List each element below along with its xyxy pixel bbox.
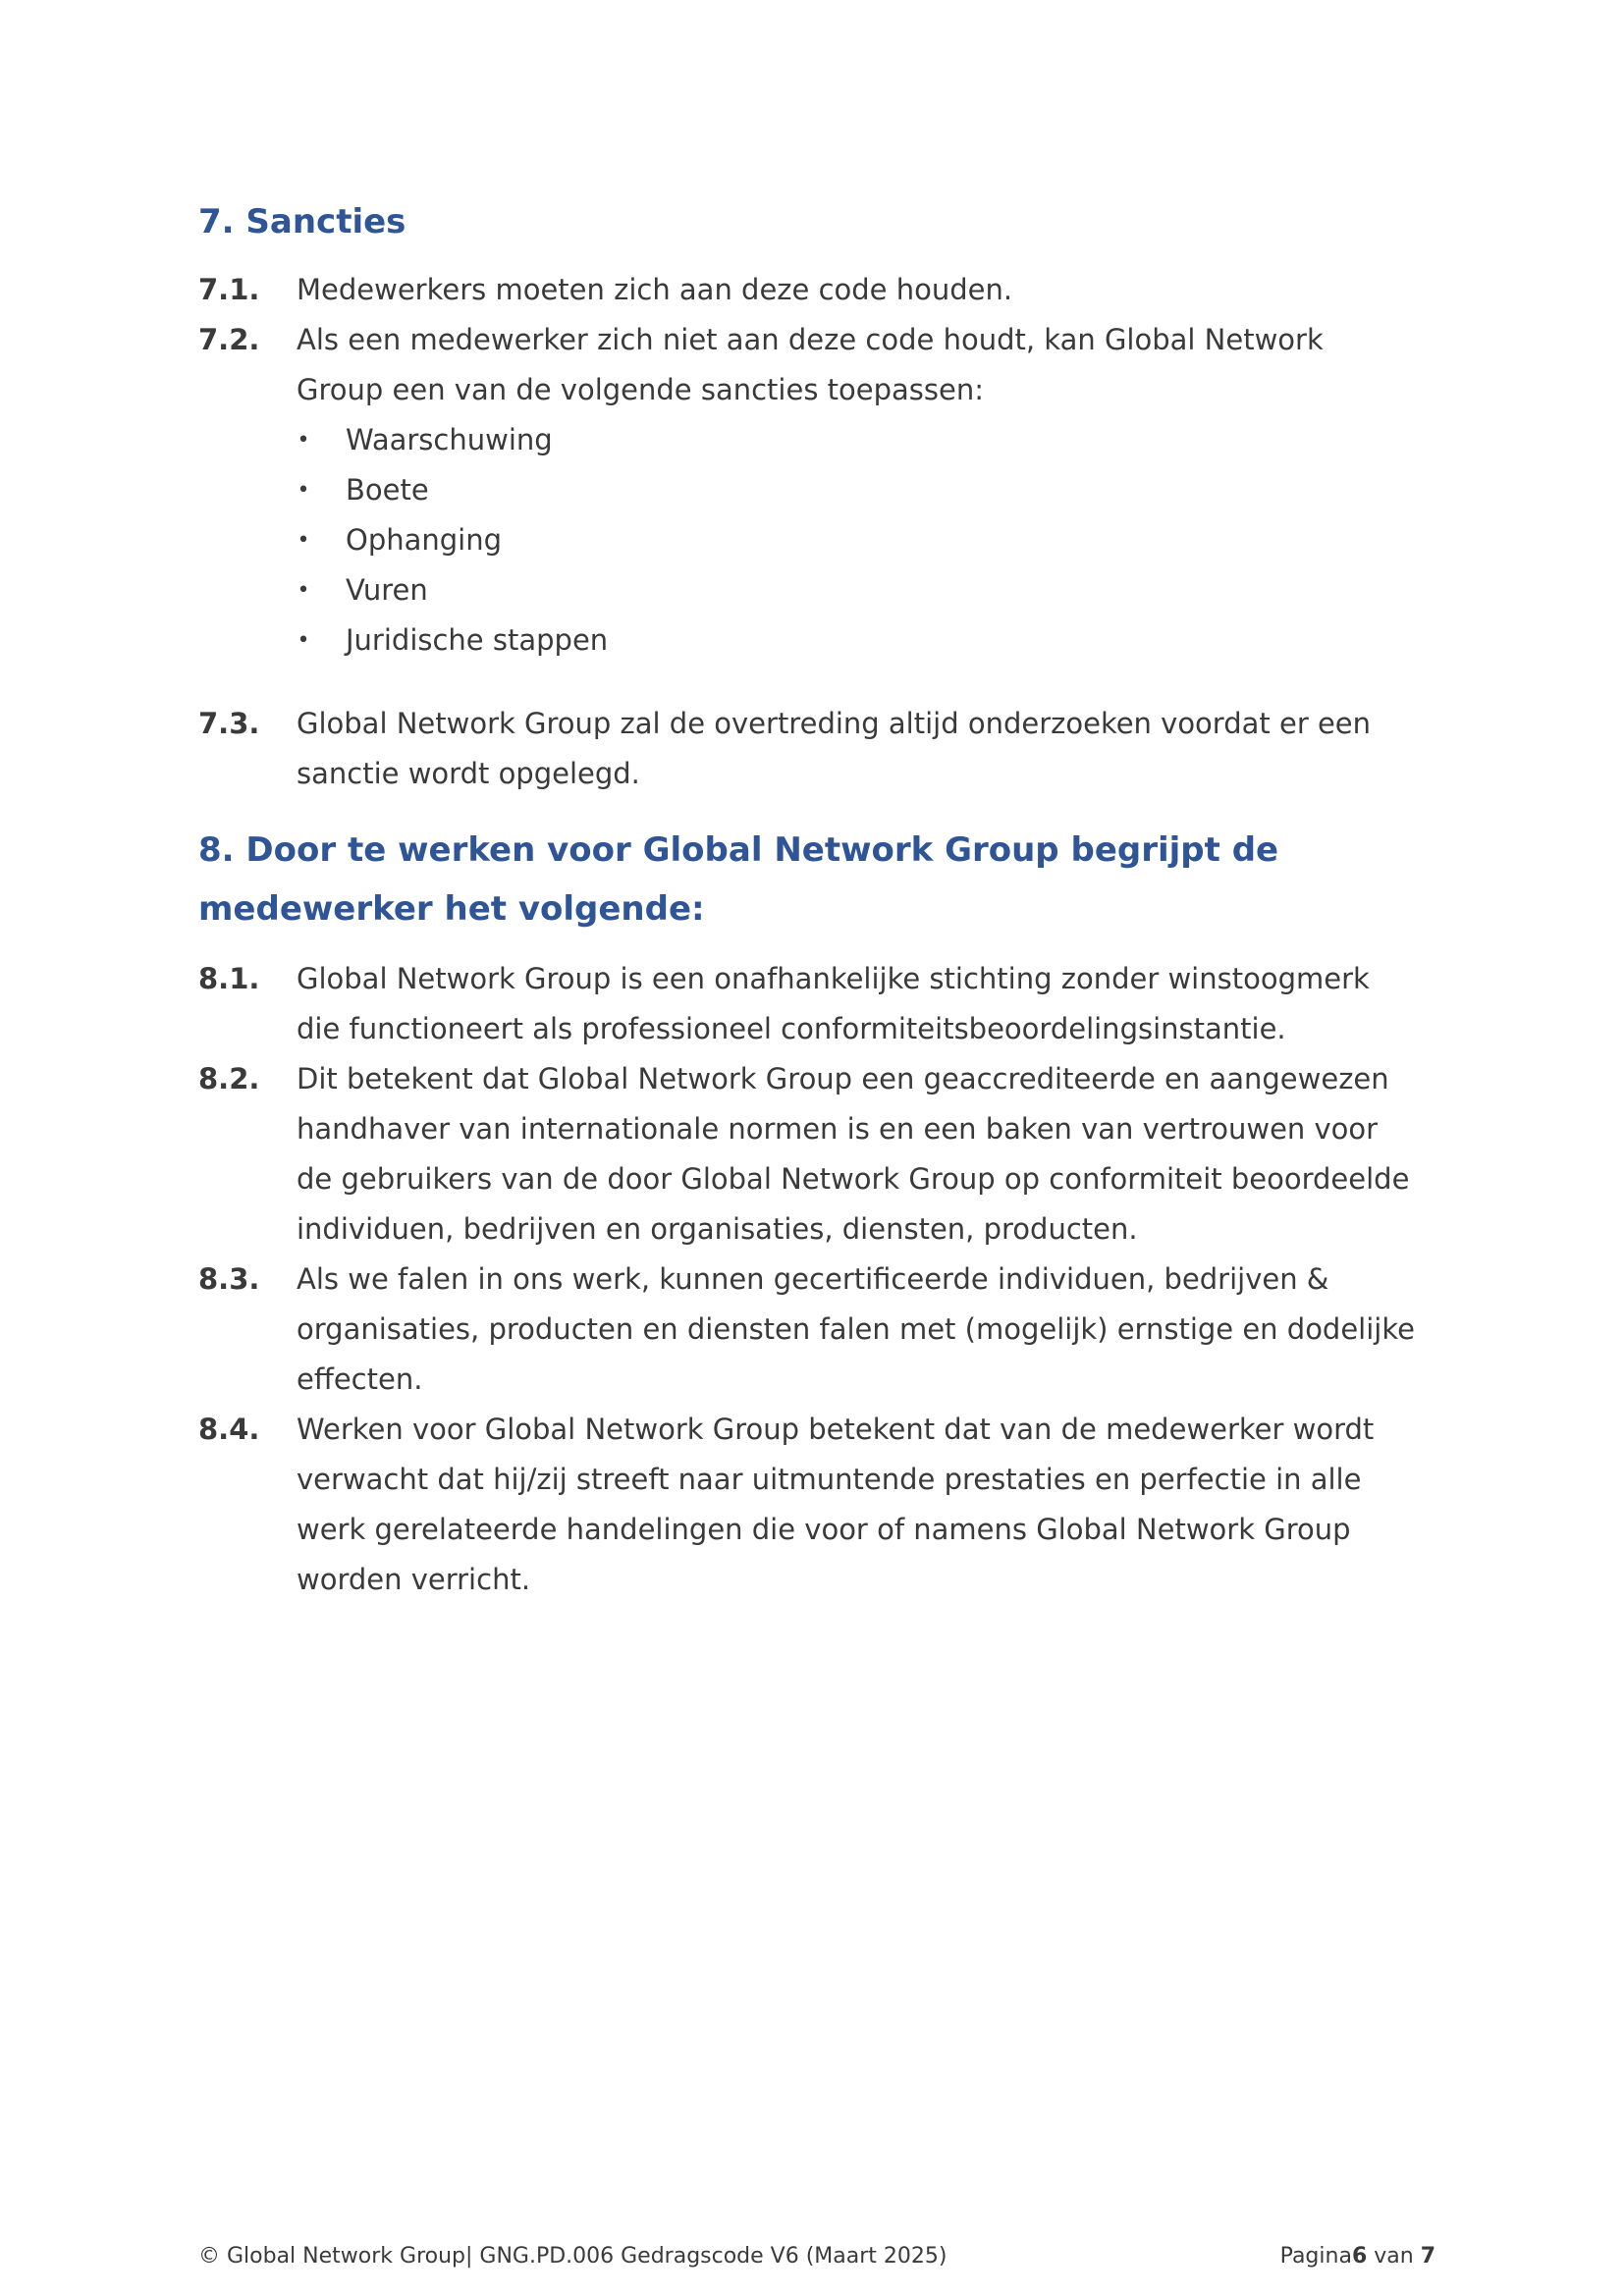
bullet-icon: • — [297, 428, 310, 453]
sanction-label: Waarschuwing — [346, 423, 553, 456]
clause-7-2 — [198, 315, 1416, 666]
page-number — [1280, 2242, 1435, 2271]
clause-number: 8.2. — [198, 1062, 260, 1095]
clause-text: Global Network Group is een onafhankelijke stichting zonder winstoogmerk die functioneert als professioneel conformiteitsbeoordelingsinstantie. — [297, 962, 1370, 1045]
clause-number: 8.1. — [198, 962, 260, 995]
page-label: Pagina — [1279, 2244, 1352, 2269]
clause-8-3 — [198, 1255, 1416, 1405]
page-content — [198, 192, 1416, 1605]
clause-number: 7.1. — [198, 273, 260, 306]
clause-text: Dit betekent dat Global Network Group een geaccrediteerde en aangewezen handhaver van internationale normen is en een baken van vertrouwen voor de gebruikers van de door Global Network Group op conformiteit beoordeelde individuen, bedrijven en organisaties, diensten, producten. — [297, 1062, 1410, 1246]
clause-number: 8.4. — [198, 1413, 260, 1446]
footer-document-info: © Global Network Group| GNG.PD.006 Gedragscode V6 (Maart 2025) — [198, 2244, 947, 2269]
bullet-icon: • — [297, 478, 310, 503]
clause-text: Medewerkers moeten zich aan deze code houden. — [297, 273, 1013, 306]
list-item — [297, 565, 1416, 615]
clause-text: Als een medewerker zich niet aan deze code houdt, kan Global Network Group een van de volgende sancties toepassen: — [297, 323, 1324, 406]
sanctions-list — [297, 415, 1416, 666]
sanction-label: Ophanging — [346, 523, 503, 557]
clause-8-2 — [198, 1054, 1416, 1255]
section-7-heading: 7. Sancties — [198, 202, 406, 241]
clause-7-3 — [198, 699, 1416, 799]
page-separator: van — [1367, 2244, 1421, 2269]
list-item — [297, 415, 1416, 465]
clause-text: Als we falen in ons werk, kunnen gecertificeerde individuen, bedrijven & organisaties, producten en diensten falen met (mogelijk) ernstige en dodelijke effecten. — [297, 1262, 1415, 1396]
list-item — [297, 465, 1416, 515]
clause-text: Global Network Group zal de overtreding altijd onderzoeken voordat er een sanctie wordt opgelegd. — [297, 707, 1372, 790]
clause-8-4 — [198, 1405, 1416, 1605]
section-8-heading: 8. Door te werken voor Global Network Group begrijpt de medewerker het volgende: — [198, 830, 1279, 929]
clause-8-1 — [198, 954, 1416, 1054]
sanction-label: Juridische stappen — [346, 623, 609, 657]
clause-number: 7.2. — [198, 323, 260, 356]
sanction-label: Vuren — [346, 573, 428, 607]
clause-7-1 — [198, 265, 1416, 315]
page-total: 7 — [1420, 2244, 1435, 2269]
list-item — [297, 615, 1416, 666]
page-current: 6 — [1351, 2244, 1368, 2269]
clause-number: 7.3. — [198, 707, 260, 740]
clause-number: 8.3. — [198, 1262, 260, 1296]
sanction-label: Boete — [346, 473, 429, 507]
bullet-icon: • — [297, 578, 310, 603]
list-item — [297, 515, 1416, 565]
clause-text: Werken voor Global Network Group betekent dat van de medewerker wordt verwacht dat hij/zij streeft naar uitmuntende prestaties en perfectie in alle werk gerelateerde handelingen die voor of namens Global Network Group worden verricht. — [297, 1413, 1375, 1596]
bullet-icon: • — [297, 528, 310, 553]
bullet-icon: • — [297, 628, 310, 653]
